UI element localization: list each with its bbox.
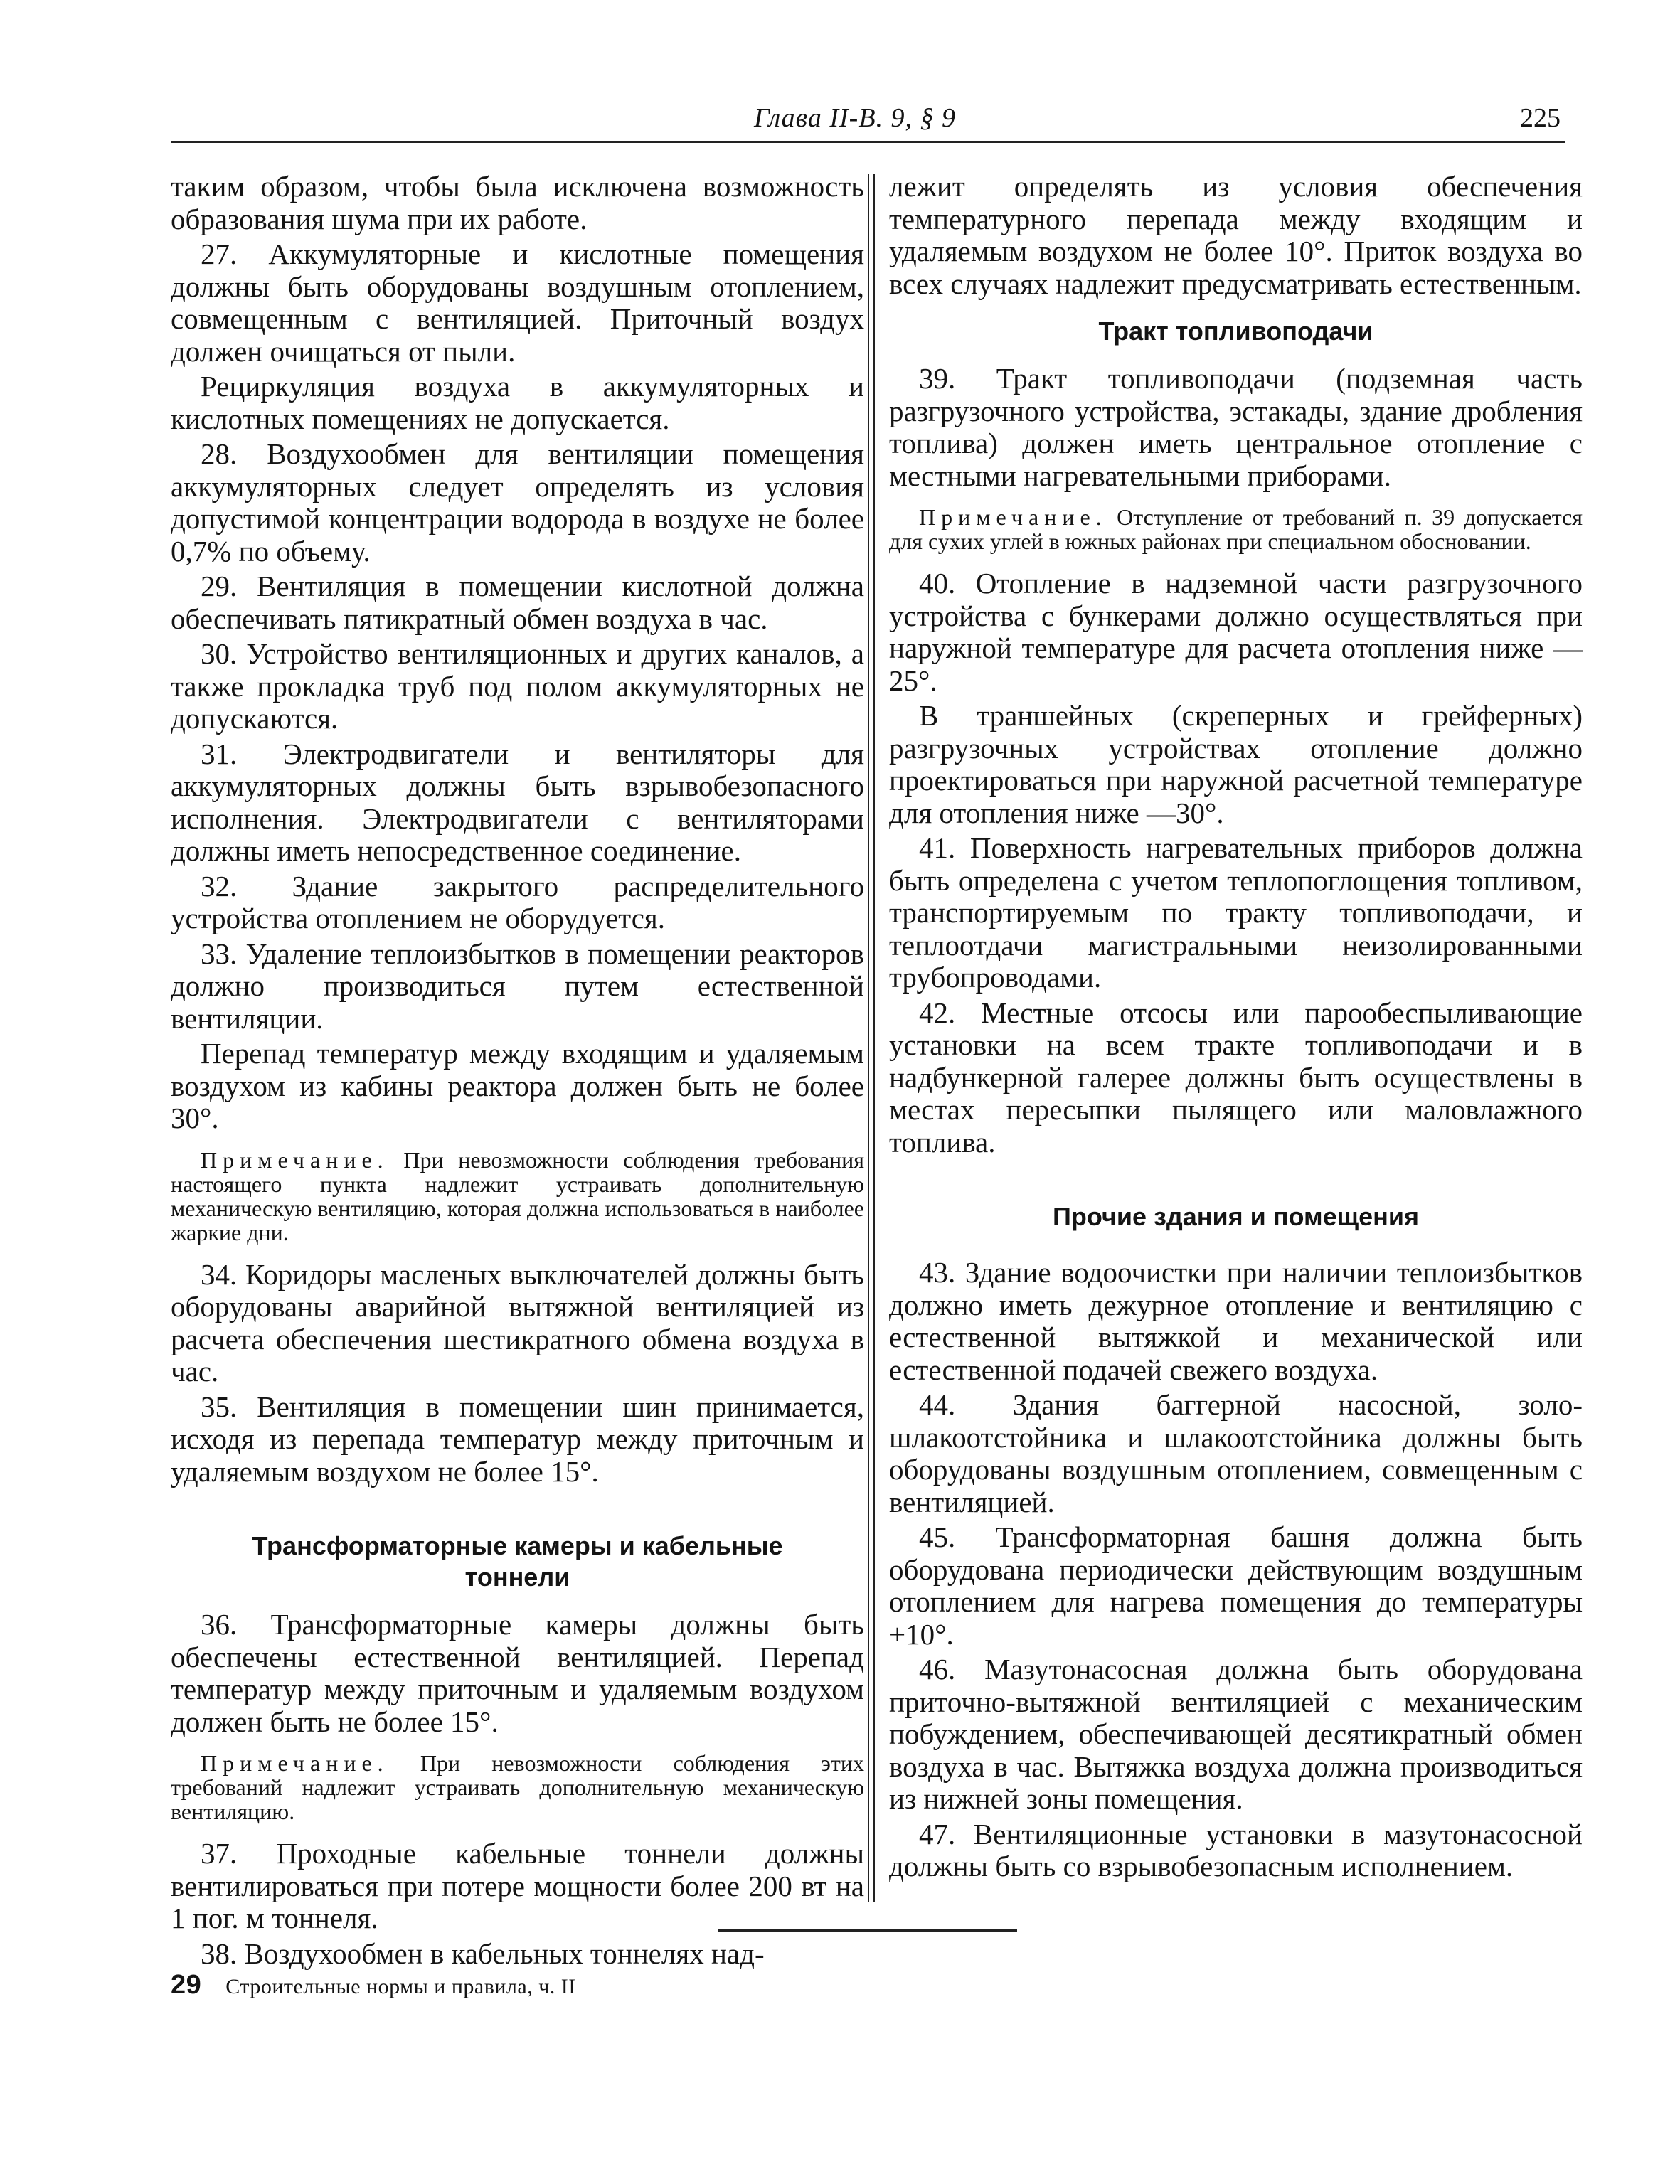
paragraph: таким образом, чтобы была исключена возможность образования шума при их работе. xyxy=(171,170,864,235)
paragraph-31: 31. Электродвигатели и вентиляторы для аккумуляторных должны быть взрывобезопасного исполнения. Электродвигатели с вентиляторами должны иметь непосредственное соединение. xyxy=(171,737,864,867)
paragraph-32: 32. Здание закрытого распределительного устройства отоплением не оборудуется. xyxy=(171,869,864,934)
note-label: Примечание. xyxy=(201,1750,389,1776)
note xyxy=(171,1148,864,1245)
page-number: 225 xyxy=(1520,103,1561,133)
paragraph-42: 42. Местные отсосы или парообеспыливающие установки на всем тракте топливоподачи и в надбункерной галерее должны быть осуществлены в местах пересыпки пылящего или маловлажного топлива. xyxy=(889,996,1583,1158)
section-heading: Тракт топливоподачи xyxy=(1098,316,1373,346)
section-heading: Прочие здания и помещения xyxy=(1053,1202,1419,1231)
note-text: При невозможности соблюдения требования настоящего пункта надлежит устраивать дополнительную механическую вентиляцию, которая должна использоваться в наиболее жаркие дни. xyxy=(171,1146,864,1245)
paragraph: В траншейных (скреперных и грейферных) разгрузочных устройствах отопление должно проектироваться при наружной расчетной температуре для отопления ниже —30°. xyxy=(889,699,1583,829)
publication-title: Строительные нормы и правила, ч. II xyxy=(225,1975,576,1998)
signature-number: 29 xyxy=(171,1970,202,2000)
page-header xyxy=(171,100,1565,143)
paragraph-30: 30. Устройство вентиляционных и других каналов, а также прокладка труб под полом аккумуляторных не допускаются. xyxy=(171,637,864,735)
note-text: При невозможности соблюдения этих требований надлежит устраивать дополнительную механическую вентиляцию. xyxy=(171,1750,864,1824)
page-footer xyxy=(171,1970,576,2001)
paragraph-43: 43. Здание водоочистки при наличии теплоизбытков должно иметь дежурное отопление и вентиляцию с естественной вытяжкой и механической или естественной подачей свежего воздуха. xyxy=(889,1256,1583,1386)
paragraph-35: 35. Вентиляция в помещении шин принимается, исходя из перепада температур между приточным и удаляемым воздухом не более 15°. xyxy=(171,1390,864,1488)
paragraph: лежит определять из условия обеспечения температурного перепада между входящим и удаляемым воздухом не более 10°. Приток воздуха во всех случаях надлежит предусматривать естественным. xyxy=(889,170,1583,300)
left-column xyxy=(171,171,864,1970)
paragraph: Перепад температур между входящим и удаляемым воздухом из кабины реактора должен быть не более 30°. xyxy=(171,1037,864,1134)
paragraph-45: 45. Трансформаторная башня должна быть оборудована периодически действующим воздушным отоплением для нагрева помещения до температуры +10°. xyxy=(889,1520,1583,1651)
paragraph-46: 46. Мазутонасосная должна быть оборудована приточно-вытяжной вентиляцией с механическим побуждением, обеспечивающей десятикратный обмен воздуха в час. Вытяжка воздуха должна производиться из нижней зоны помещения. xyxy=(889,1653,1583,1815)
right-column xyxy=(889,171,1583,1883)
column-divider xyxy=(868,174,875,1902)
paragraph-38: 38. Воздухообмен в кабельных тоннелях над- xyxy=(201,1937,765,1970)
section-heading: Трансформаторные камеры и кабельные тоннели xyxy=(252,1531,783,1592)
paragraph: Рециркуляция воздуха в аккумуляторных и кислотных помещениях не допускается. xyxy=(171,370,864,435)
paragraph-29: 29. Вентиляция в помещении кислотной должна обеспечивать пятикратный обмен воздуха в час. xyxy=(171,570,864,635)
note-label: Примечание. xyxy=(919,504,1107,530)
paragraph-39: 39. Тракт топливоподачи (подземная часть разгрузочного устройства, эстакады, здание дробления топлива) должен иметь центральное отопление с местными нагревательными приборами. xyxy=(889,362,1583,492)
paragraph-27: 27. Аккумуляторные и кислотные помещения должны быть оборудованы воздушным отоплением, совмещенным с вентиляцией. Приточный воздух должен очищаться от пыли. xyxy=(171,238,864,368)
footer-rule xyxy=(718,1929,1017,1932)
paragraph-28: 28. Воздухообмен для вентиляции помещения аккумуляторных следует определять из условия допустимой концентрации водорода в воздухе не более 0,7% по объему. xyxy=(171,437,864,568)
note xyxy=(171,1751,864,1823)
running-title: Глава II-В. 9, § 9 xyxy=(754,103,957,133)
paragraph-40: 40. Отопление в надземной части разгрузочного устройства с бункерами должно осуществляться при наружной температуре для расчета отопления ниже —25°. xyxy=(889,567,1583,697)
paragraph-47: 47. Вентиляционные установки в мазутонасосной должны быть со взрывобезопасным исполнением. xyxy=(889,1817,1583,1882)
note-text: Отступление от требований п. 39 допускается для сухих углей в южных районах при специальном обосновании. xyxy=(889,504,1583,554)
paragraph-36: 36. Трансформаторные камеры должны быть обеспечены естественной вентиляцией. Перепад температур между приточным и удаляемым воздухом должен быть не более 15°. xyxy=(171,1608,864,1738)
paragraph-37: 37. Проходные кабельные тоннели должны вентилироваться при потере мощности более 200 вт на 1 пог. м тоннеля. xyxy=(171,1837,864,1934)
note xyxy=(889,505,1583,553)
paragraph-41: 41. Поверхность нагревательных приборов должна быть определена с учетом теплопоглощения топливом, транспортируемым по тракту топливоподачи, и теплоотдачи магистральными неизолированными трубопроводами. xyxy=(889,831,1583,994)
paragraph-44: 44. Здания баггерной насосной, золо-шлакоотстойника и шлакоотстойника должны быть оборудованы воздушным отоплением, совмещенным с вентиляцией. xyxy=(889,1388,1583,1518)
note-label: Примечание. xyxy=(201,1146,389,1173)
paragraph-33: 33. Удаление теплоизбытков в помещении реакторов должно производиться путем естественной вентиляции. xyxy=(171,937,864,1035)
paragraph-34: 34. Коридоры масленых выключателей должны быть оборудованы аварийной вытяжной вентиляцией из расчета обеспечения шестикратного обмена воздуха в час. xyxy=(171,1257,864,1387)
